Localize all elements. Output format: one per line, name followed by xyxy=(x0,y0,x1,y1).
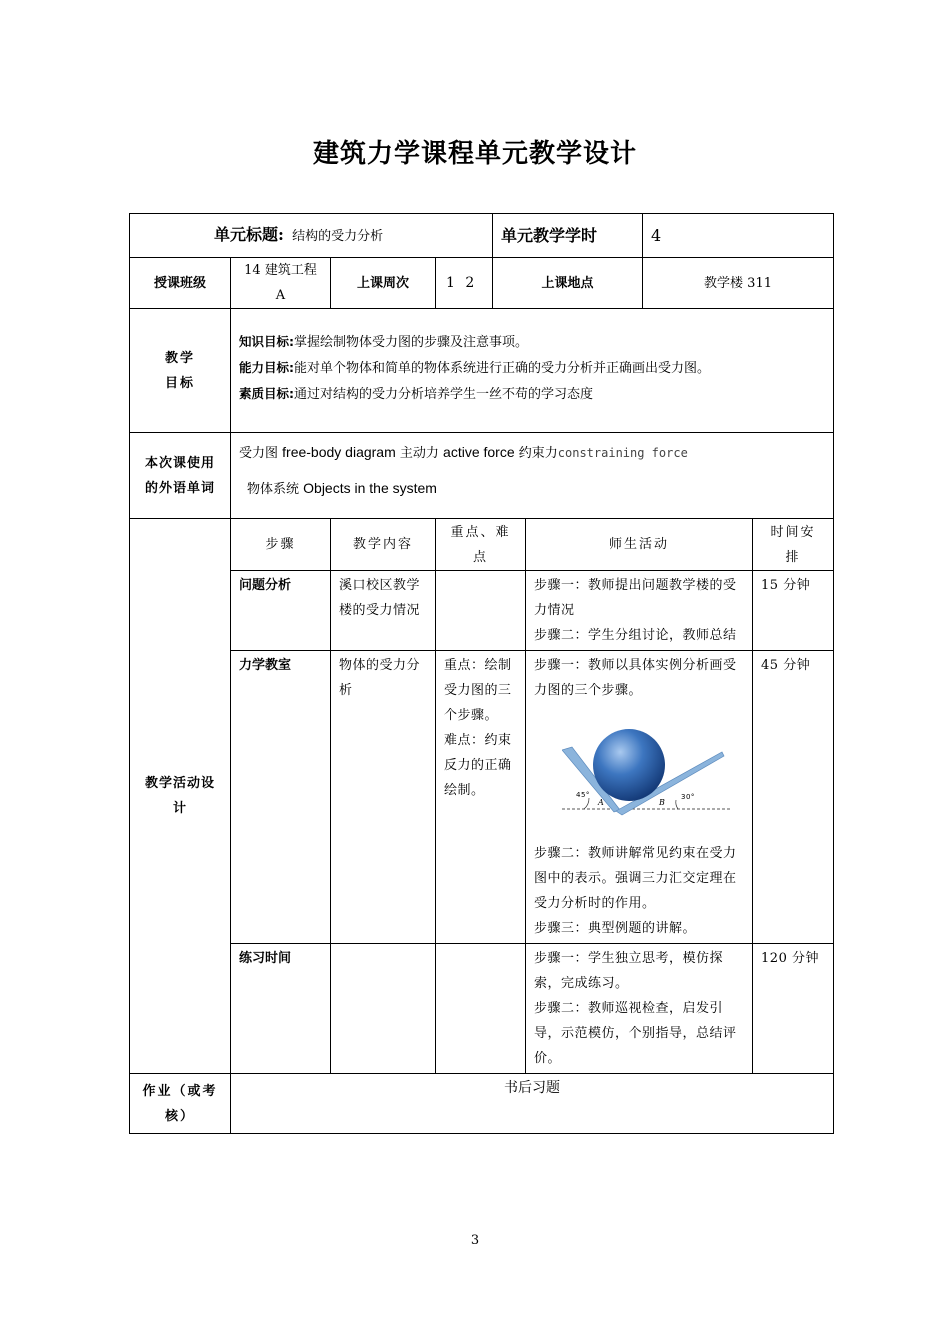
activity-cell: 步骤一：教师提出问题教学楼的受力情况 步骤二：学生分组讨论，教师总结 xyxy=(526,571,753,651)
focus-cell xyxy=(436,944,526,1074)
angle-arc-right xyxy=(676,800,678,809)
content-cell: 物体的受力分析 xyxy=(331,651,436,944)
objective-ability: 能力目标:能对单个物体和简单的物体系统进行正确的受力分析并正确画出受力图。 xyxy=(239,360,711,376)
table-row xyxy=(130,651,834,944)
point-b-label: B xyxy=(659,798,666,807)
activity-cell: 步骤一：教师以具体实例分析画受力图的三个步骤。 45° 30° A B 步骤二：教师讲解常见约束在受力图中的表示。强调三力汇交定理在受力分析时的作用。 步骤三：典型例题的讲解。 xyxy=(526,651,753,944)
objective-knowledge: 知识目标:掌握绘制物体受力图的步骤及注意事项。 xyxy=(239,334,529,350)
location-value: 教学楼 311 xyxy=(643,258,834,309)
table-row xyxy=(130,571,834,651)
col-step-header: 步骤 xyxy=(231,519,331,571)
content-cell: 溪口校区教学楼的受力情况 xyxy=(331,571,436,651)
unit-title-value: 结构的受力分析 xyxy=(292,229,384,244)
angle-arc-left xyxy=(584,798,589,809)
step-problem-analysis: 问题分析 xyxy=(231,571,331,651)
unit-hours-value: 4 xyxy=(643,214,834,258)
week-value: 1 2 xyxy=(436,258,493,309)
homework-label: 作业（或考核） xyxy=(130,1074,231,1134)
time-cell: 45 分钟 xyxy=(753,651,834,944)
step-mechanics-class: 力学教室 xyxy=(231,651,331,944)
page-number: 3 xyxy=(470,1233,480,1248)
vocabulary-line-2: 物体系统 Objects in the system xyxy=(247,480,437,497)
content-cell xyxy=(331,944,436,1074)
unit-title-cell xyxy=(130,214,493,258)
vocabulary-line-1: 受力图 free-body diagram 主动力 active force 约束力constraining force xyxy=(239,444,688,461)
objectives-label: 教学目标 xyxy=(130,309,231,433)
col-time-header: 时间安排 xyxy=(753,519,834,571)
sphere-figure xyxy=(562,725,732,821)
angle-left-label: 45° xyxy=(576,791,590,799)
unit-title-label: 单元标题: xyxy=(214,225,284,244)
time-cell: 120 分钟 xyxy=(753,944,834,1074)
homework-value: 书后习题 xyxy=(231,1074,834,1134)
vocabulary-label: 本次课使用的外语单词 xyxy=(130,433,231,519)
location-label: 上课地点 xyxy=(493,258,643,309)
activities-label: 教学活动设计 xyxy=(130,519,231,1074)
sphere xyxy=(593,729,665,801)
col-activity-header: 师生活动 xyxy=(526,519,753,571)
table-row xyxy=(130,944,834,1074)
col-focus-header: 重点、难点 xyxy=(436,519,526,571)
class-value: 14 建筑工程 A xyxy=(231,258,331,309)
angle-right-label: 30° xyxy=(681,793,695,801)
week-label: 上课周次 xyxy=(331,258,436,309)
focus-cell: 重点：绘制受力图的三个步骤。 难点：约束反力的正确绘制。 xyxy=(436,651,526,944)
class-label: 授课班级 xyxy=(130,258,231,309)
objective-quality: 素质目标:通过对结构的受力分析培养学生一丝不苟的学习态度 xyxy=(239,386,594,402)
step-practice-time: 练习时间 xyxy=(231,944,331,1074)
objectives-cell xyxy=(231,309,834,433)
vocabulary-cell xyxy=(231,433,834,519)
point-a-label: A xyxy=(598,798,605,807)
focus-cell xyxy=(436,571,526,651)
col-content-header: 教学内容 xyxy=(331,519,436,571)
page-title: 建筑力学课程单元教学设计 xyxy=(312,139,637,169)
activity-cell: 步骤一：学生独立思考，模仿探索，完成练习。 步骤二：教师巡视检查，启发引导，示范模仿，个别指导，总结评价。 xyxy=(526,944,753,1074)
time-cell: 15 分钟 xyxy=(753,571,834,651)
teaching-design-table xyxy=(129,213,834,1134)
unit-hours-label: 单元教学学时 xyxy=(493,214,643,258)
